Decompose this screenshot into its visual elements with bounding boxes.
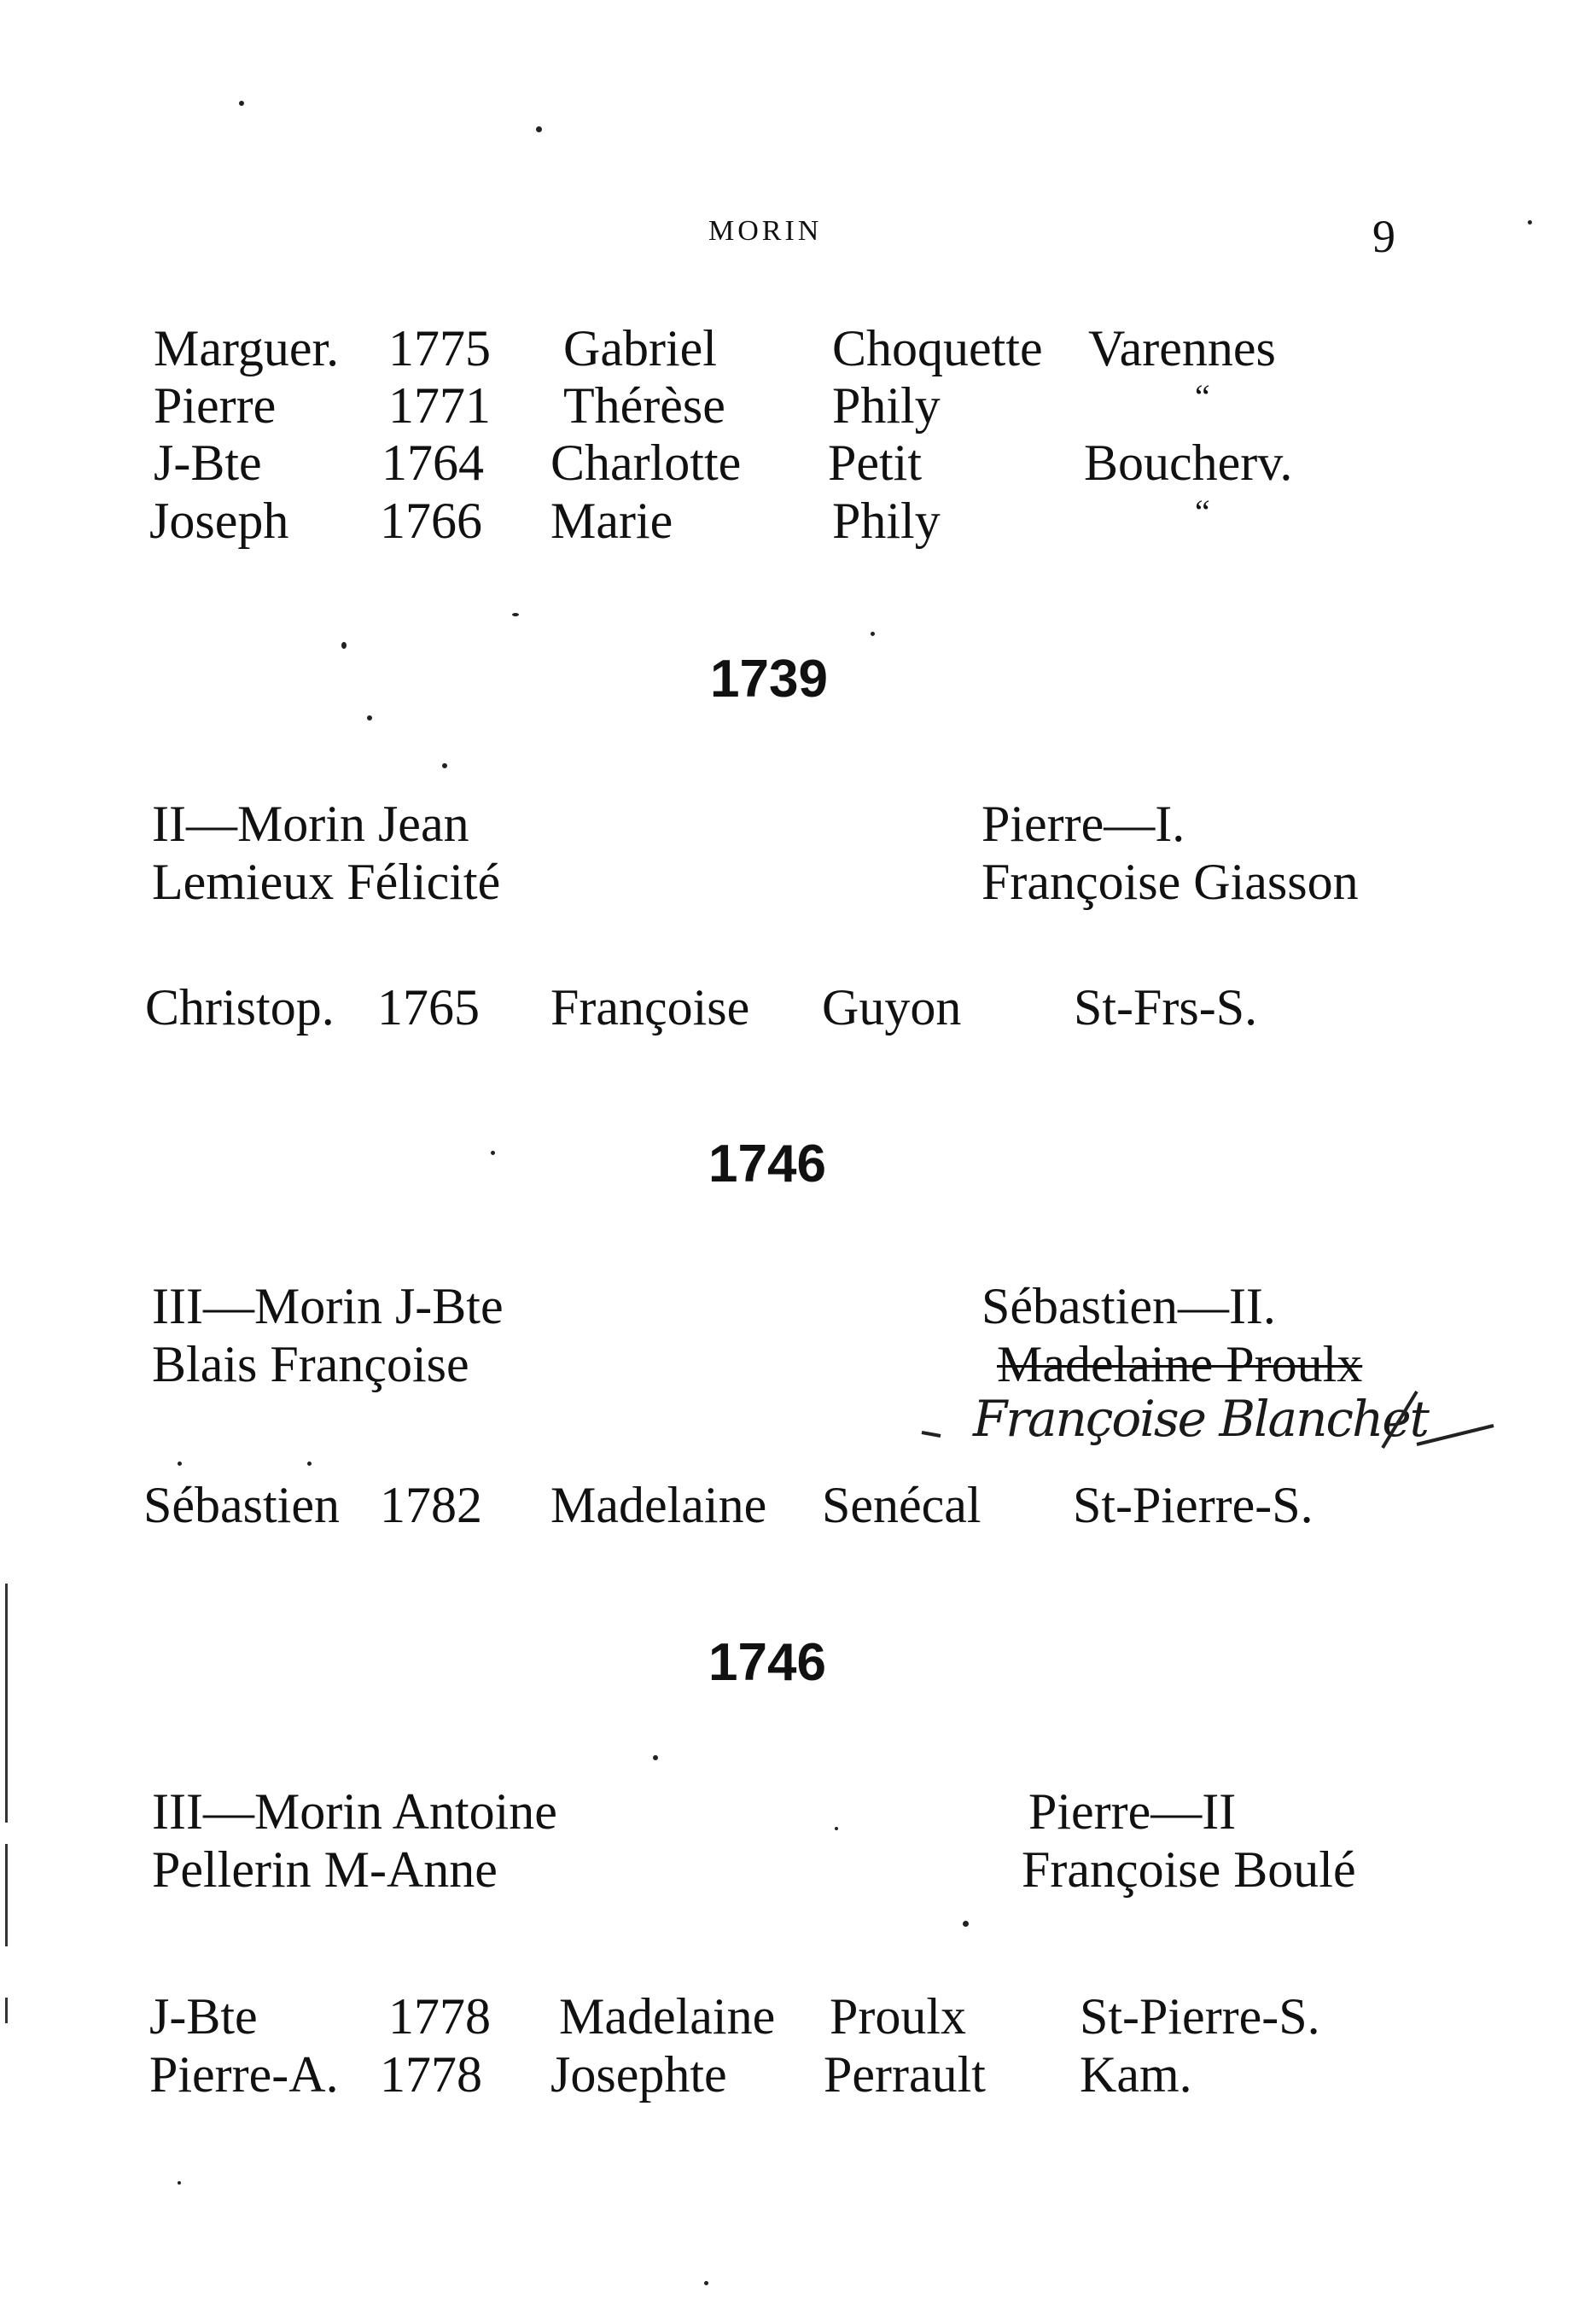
spouse-last-name: Guyon — [822, 979, 962, 1036]
scan-speck — [653, 1755, 658, 1760]
spouse-last-name: Phily — [832, 493, 941, 549]
marriage-place: “ — [1195, 493, 1210, 531]
scan-edge-mark — [5, 1998, 8, 2023]
husband-father: Pierre—II — [1028, 1783, 1237, 1840]
marriage-place: St-Pierre-S. — [1073, 1477, 1313, 1533]
spouse-first-name: Marie — [550, 493, 673, 549]
scan-speck — [871, 632, 875, 636]
spouse-last-name: Petit — [828, 435, 923, 491]
scan-speck — [239, 101, 244, 106]
child-name: Pierre — [154, 377, 277, 434]
husband-name: III—Morin J-Bte — [152, 1278, 504, 1334]
wife-name: Blais Françoise — [152, 1336, 469, 1392]
spouse-first-name: Charlotte — [550, 435, 742, 491]
marriage-place: St-Frs-S. — [1074, 979, 1258, 1036]
scan-speck — [442, 763, 447, 768]
marriage-place: “ — [1195, 377, 1210, 416]
scan-speck — [178, 2181, 181, 2185]
scan-speck — [341, 642, 347, 649]
marriage-place: Varennes — [1088, 320, 1276, 376]
spouse-last-name: Perrault — [824, 2046, 986, 2103]
husband-father: Pierre—I. — [981, 796, 1185, 852]
scan-speck — [963, 1921, 969, 1927]
marriage-place: Boucherv. — [1084, 435, 1293, 491]
spouse-first-name: Josephte — [550, 2046, 727, 2103]
scan-speck — [512, 613, 519, 616]
child-year: 1764 — [382, 435, 484, 491]
spouse-last-name: Proulx — [830, 1988, 967, 2045]
child-name: Christop. — [145, 979, 335, 1036]
marriage-place: St-Pierre-S. — [1080, 1988, 1320, 2045]
husband-mother-struck: Madelaine Proulx — [997, 1336, 1363, 1392]
spouse-first-name: Françoise — [550, 979, 750, 1036]
child-year: 1775 — [388, 320, 491, 376]
wife-name: Lemieux Félicité — [152, 854, 501, 910]
handwritten-correction: Françoise Blanchet — [973, 1390, 1428, 1448]
scan-edge-mark — [5, 1844, 8, 1946]
scan-speck — [1528, 220, 1532, 225]
child-name: Pierre-A. — [149, 2046, 339, 2103]
scan-speck — [835, 1827, 838, 1830]
child-year: 1766 — [380, 493, 482, 549]
section-year: 1746 — [708, 1633, 826, 1692]
scan-speck — [307, 1461, 312, 1466]
husband-name: II—Morin Jean — [152, 796, 469, 852]
spouse-last-name: Phily — [832, 377, 941, 434]
spouse-last-name: Choquette — [832, 320, 1043, 376]
child-name: J-Bte — [149, 1988, 258, 2045]
spouse-first-name: Gabriel — [563, 320, 717, 376]
husband-mother: Françoise Boulé — [1022, 1841, 1356, 1898]
child-name: Marguer. — [154, 320, 340, 376]
page-number: 9 — [1372, 211, 1395, 262]
child-year: 1778 — [388, 1988, 491, 2045]
section-year: 1746 — [708, 1135, 826, 1193]
spouse-first-name: Thérèse — [563, 377, 725, 434]
child-year: 1778 — [380, 2046, 482, 2103]
child-name: Sébastien — [143, 1477, 340, 1533]
scan-speck — [704, 2281, 708, 2285]
husband-mother: Françoise Giasson — [981, 854, 1359, 910]
husband-father: Sébastien—II. — [981, 1278, 1276, 1334]
marriage-place: Kam. — [1080, 2046, 1192, 2103]
scan-edge-mark — [5, 1584, 8, 1823]
child-year: 1771 — [388, 377, 491, 434]
running-header: MORIN — [708, 215, 823, 247]
spouse-first-name: Madelaine — [559, 1988, 776, 2045]
wife-name: Pellerin M-Anne — [152, 1841, 498, 1898]
scan-speck — [536, 126, 542, 132]
scan-speck — [491, 1151, 495, 1155]
spouse-first-name: Madelaine — [550, 1477, 767, 1533]
child-name: Joseph — [149, 493, 289, 549]
handwriting-stroke — [905, 1366, 1553, 1460]
scan-speck — [367, 715, 372, 721]
spouse-last-name: Senécal — [822, 1477, 981, 1533]
child-name: J-Bte — [154, 435, 262, 491]
husband-name: III—Morin Antoine — [152, 1783, 557, 1840]
scan-speck — [178, 1461, 182, 1466]
child-year: 1782 — [380, 1477, 482, 1533]
child-year: 1765 — [377, 979, 480, 1036]
section-year: 1739 — [710, 650, 828, 709]
